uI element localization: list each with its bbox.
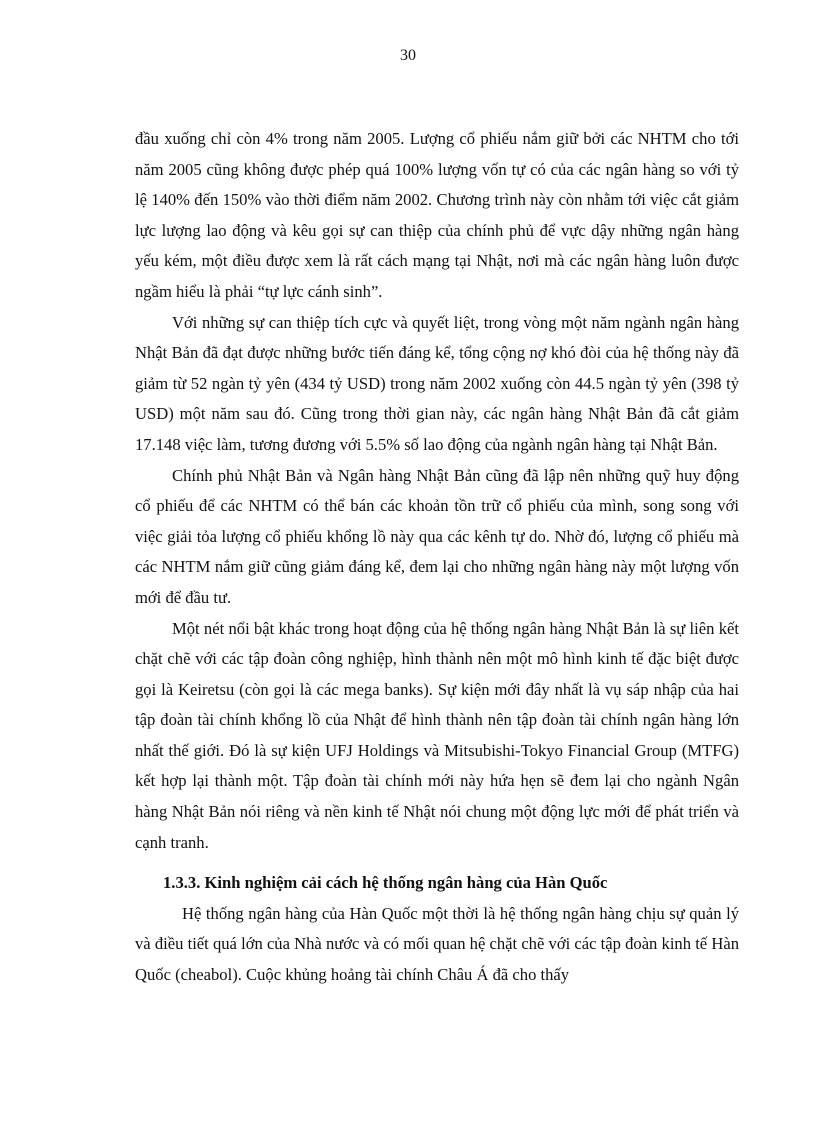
paragraph-3: Chính phủ Nhật Bản và Ngân hàng Nhật Bản cũng đã lập nên những quỹ huy động cổ phiếu để các NHTM có thể bán các khoản tồn trữ cổ phiếu của mình, song song với việc giải tỏa lượng cổ phiếu khổng lồ này qua các kênh tự do. Nhờ đó, lượng cổ phiếu mà các NHTM nắm giữ cũng giảm đáng kể, đem lại cho những ngân hàng này một lượng vốn mới để đầu tư. bbox=[135, 465, 739, 607]
document-body bbox=[135, 124, 739, 991]
paragraph-4: Một nét nổi bật khác trong hoạt động của hệ thống ngân hàng Nhật Bản là sự liên kết chặt chẽ với các tập đoàn công nghiệp, hình thành nên một mô hình kinh tế đặc biệt được gọi là Keiretsu (còn gọi là các mega banks). Sự kiện mới đây nhất là vụ sáp nhập của hai tập đoàn tài chính khổng lồ của Nhật để hình thành nên tập đoàn tài chính ngân hàng lớn nhất thế giới. Đó là sự kiện UFJ Holdings và Mitsubishi-Tokyo Financial Group (MTFG) kết hợp lại thành một. Tập đoàn tài chính mới này hứa hẹn sẽ đem lại cho ngành Ngân hàng Nhật Bản nói riêng và nền kinh tế Nhật nói chung một động lực mới để phát triển và cạnh tranh. bbox=[135, 618, 739, 852]
section-heading: 1.3.3. Kinh nghiệm cải cách hệ thống ngân hàng của Hàn Quốc bbox=[163, 873, 608, 893]
paragraph-2: Với những sự can thiệp tích cực và quyết liệt, trong vòng một năm ngành ngân hàng Nhật Bản đã đạt được những bước tiến đáng kể, tổng cộng nợ khó đòi của hệ thống này đã giảm từ 52 ngàn tỷ yên (434 tỷ USD) trong năm 2002 xuống còn 44.5 ngàn tỷ yên (398 tỷ USD) một năm sau đó. Cũng trong thời gian này, các ngân hàng Nhật Bản đã cắt giảm 17.148 việc làm, tương đương với 5.5% số lao động của ngành ngân hàng tại Nhật Bản. bbox=[135, 312, 739, 454]
paragraph-5: Hệ thống ngân hàng của Hàn Quốc một thời là hệ thống ngân hàng chịu sự quản lý và điều tiết quá lớn của Nhà nước và có mối quan hệ chặt chẽ với các tập đoàn kinh tế Hàn Quốc (cheabol). Cuộc khủng hoảng tài chính Châu Á đã cho thấy bbox=[135, 903, 739, 985]
page-number: 30 bbox=[400, 47, 416, 64]
paragraph-1: đầu xuống chỉ còn 4% trong năm 2005. Lượng cổ phiếu nắm giữ bởi các NHTM cho tới năm 2005 cũng không được phép quá 100% lượng vốn tự có của các ngân hàng so với tỷ lệ 140% đến 150% vào thời điểm năm 2002. Chương trình này còn nhằm tới việc cắt giảm lực lượng lao động và kêu gọi sự can thiệp của chính phủ để vực dậy những ngân hàng yếu kém, một điều được xem là rất cách mạng tại Nhật, nơi mà các ngân hàng luôn được ngầm hiểu là phải “tự lực cánh sinh”. bbox=[135, 129, 739, 301]
